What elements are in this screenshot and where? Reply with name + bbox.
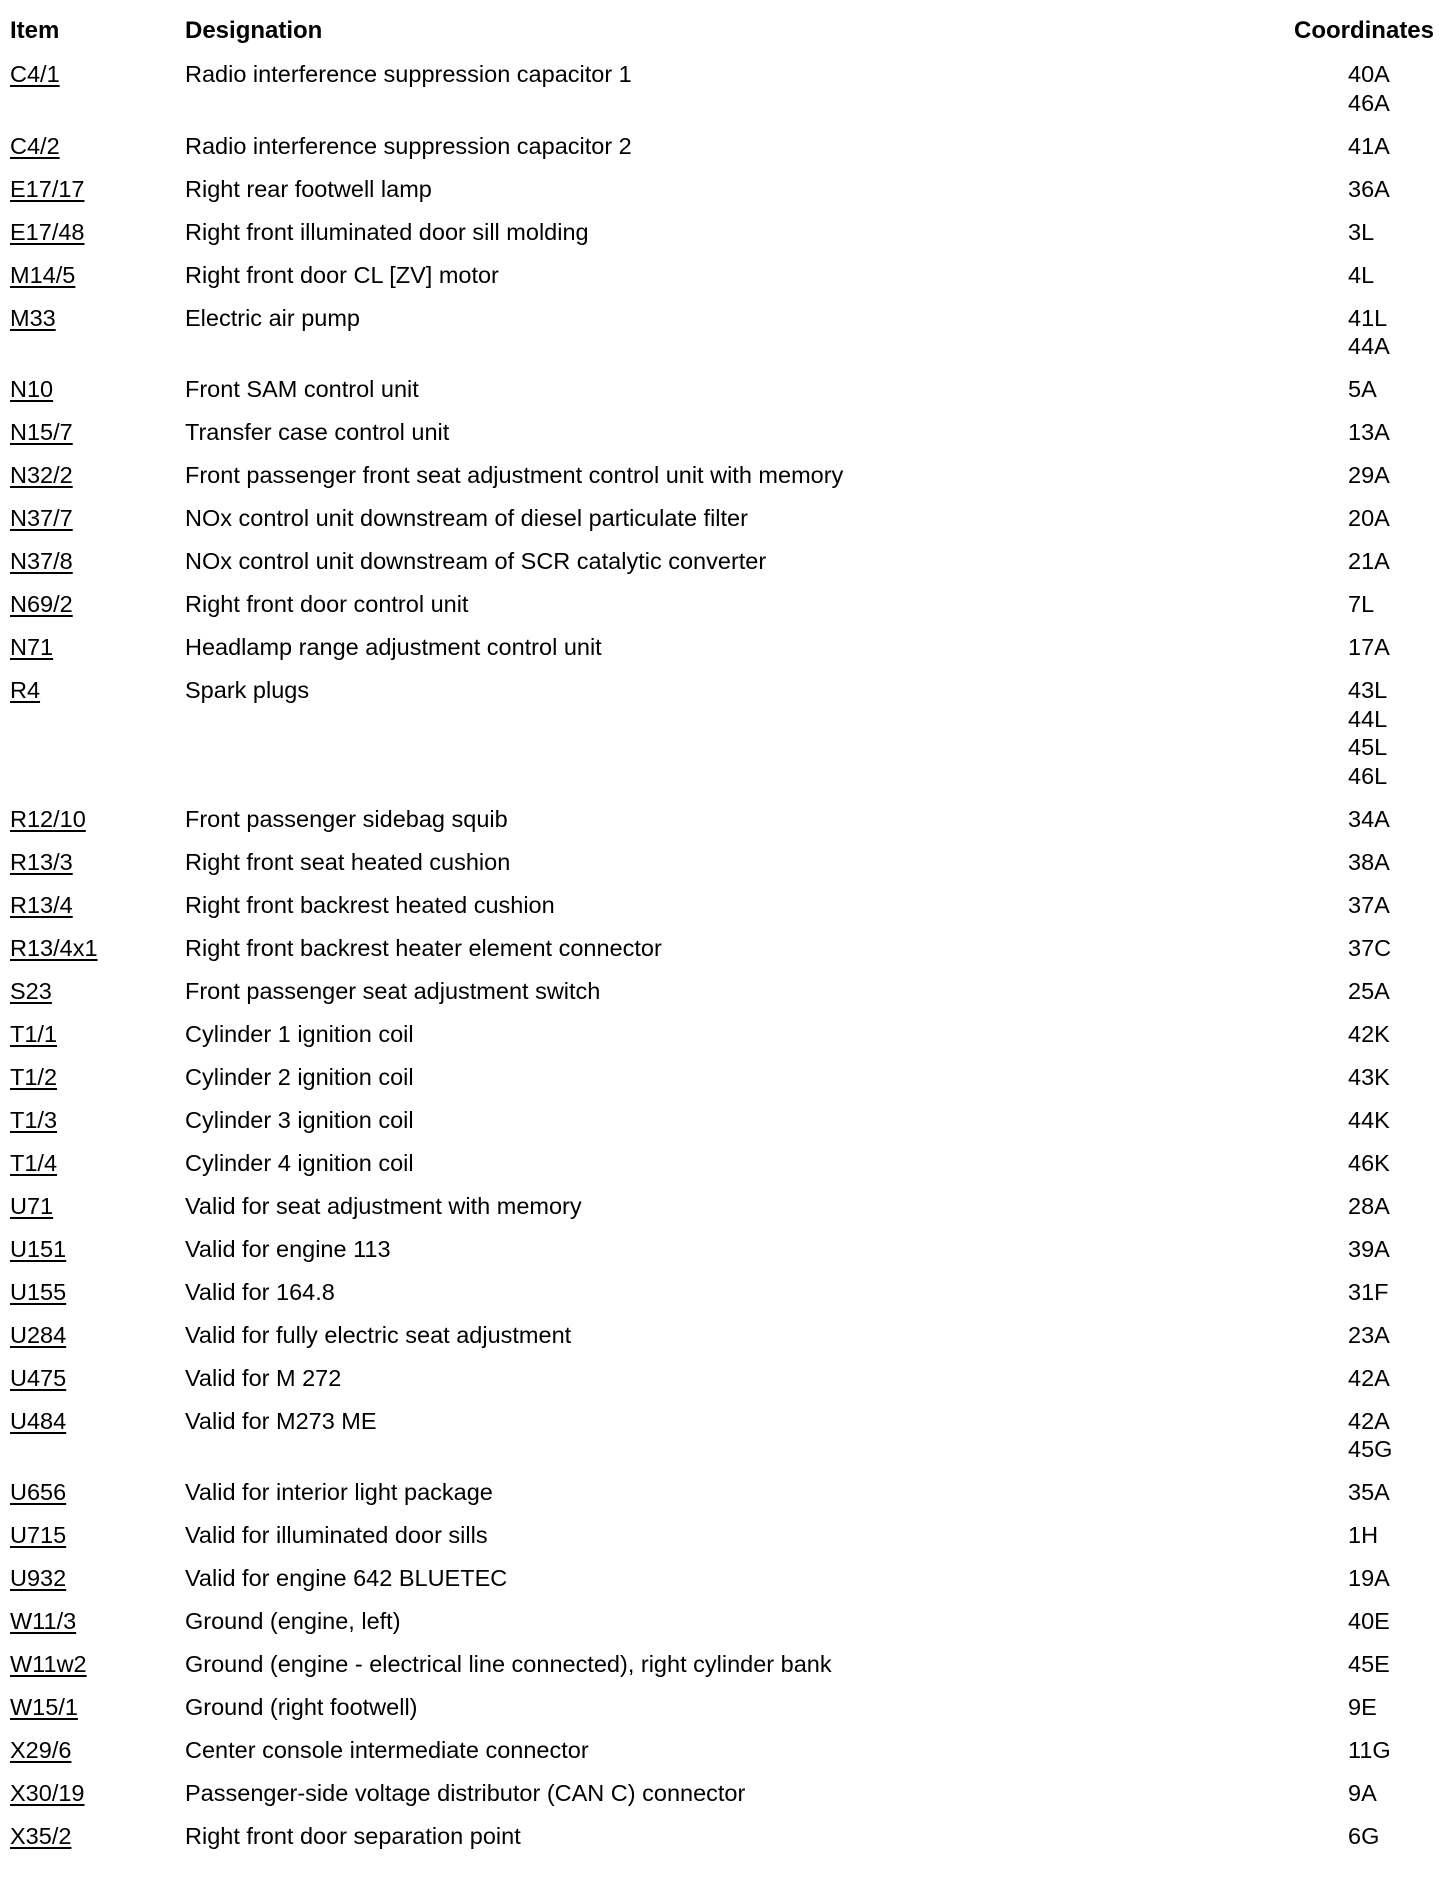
designation-text: Front passenger front seat adjustment control unit with memory: [185, 462, 844, 488]
coordinates-cell: [1348, 891, 1390, 920]
designation-text: Valid for 164.8: [185, 1278, 335, 1305]
coordinates-cell: [1348, 1020, 1390, 1049]
designation-text: Cylinder 2 ignition coil: [185, 1063, 414, 1090]
item-link[interactable]: E17/17: [10, 175, 85, 202]
coordinate-value: 6G: [1348, 1823, 1380, 1849]
coordinate-value: 13A: [1348, 419, 1390, 445]
coordinates-cell: [1348, 1235, 1390, 1264]
item-link[interactable]: U284: [10, 1321, 67, 1348]
designation-text: Cylinder 1 ignition coil: [185, 1020, 414, 1047]
item-link[interactable]: X30/19: [10, 1780, 85, 1806]
coordinates-cell: [1348, 1693, 1377, 1722]
designation-text: Cylinder 4 ignition coil: [185, 1149, 414, 1176]
coordinate-value: 20A: [1348, 505, 1390, 531]
coordinates-cell: [1348, 504, 1390, 533]
table-row: [0, 1407, 1456, 1479]
coordinate-value: 35A: [1348, 1479, 1390, 1505]
item-link[interactable]: T1/2: [10, 1063, 58, 1090]
table-row: [0, 848, 1456, 891]
table-row: [0, 504, 1456, 547]
table-row: [0, 1063, 1456, 1106]
coordinates-cell: [1348, 1149, 1390, 1178]
coordinates-cell: [1348, 418, 1390, 447]
table-row: [0, 1020, 1456, 1063]
item-link[interactable]: S23: [10, 977, 52, 1004]
item-link[interactable]: R13/4: [10, 891, 73, 918]
designation-text: Center console intermediate connector: [185, 1737, 589, 1763]
coordinate-value: 46L: [1348, 762, 1388, 789]
coordinate-value: 44L: [1348, 705, 1388, 732]
designation-text: Transfer case control unit: [185, 419, 450, 445]
coordinate-value: 45G: [1348, 1436, 1393, 1462]
table-row: [0, 1650, 1456, 1693]
table-row: [0, 1607, 1456, 1650]
table-row: [0, 676, 1456, 805]
designation-text: Front passenger seat adjustment switch: [185, 977, 601, 1004]
designation-text: Right front door control unit: [185, 591, 469, 617]
table-header: [0, 17, 1456, 47]
designation-text: Valid for seat adjustment with memory: [185, 1192, 582, 1219]
table-row: [0, 375, 1456, 418]
coordinates-cell: [1348, 676, 1387, 790]
item-link[interactable]: N32/2: [10, 462, 73, 488]
table-row: [0, 1693, 1456, 1736]
item-link[interactable]: R12/10: [10, 805, 86, 832]
item-link[interactable]: U151: [10, 1235, 67, 1262]
designation-text: Ground (engine, left): [185, 1608, 401, 1634]
coordinates-cell: [1348, 175, 1390, 204]
coordinates-cell: [1348, 848, 1390, 877]
item-link[interactable]: M33: [10, 304, 56, 331]
coordinates-cell: [1348, 590, 1374, 619]
coordinate-value: 21A: [1348, 548, 1390, 574]
item-link[interactable]: U656: [10, 1479, 67, 1505]
item-link[interactable]: N15/7: [10, 419, 73, 445]
coordinate-value: 46A: [1348, 89, 1390, 116]
coordinate-value: 38A: [1348, 848, 1390, 875]
coordinate-value: 31F: [1348, 1278, 1389, 1305]
item-link[interactable]: X29/6: [10, 1737, 72, 1763]
item-link[interactable]: W11w2: [10, 1651, 87, 1677]
table-row: [0, 934, 1456, 977]
coordinate-value: 45E: [1348, 1651, 1390, 1677]
coordinate-value: 25A: [1348, 977, 1390, 1004]
coordinate-value: 9A: [1348, 1780, 1377, 1806]
coordinate-value: 42K: [1348, 1020, 1390, 1047]
item-link[interactable]: N37/8: [10, 548, 73, 574]
coordinate-value: 37C: [1348, 934, 1392, 961]
coordinate-value: 17A: [1348, 634, 1390, 660]
table-row: [0, 218, 1456, 261]
table-row: [0, 1521, 1456, 1564]
designation-text: Valid for fully electric seat adjustment: [185, 1321, 572, 1348]
header-item: Item: [10, 17, 60, 44]
designation-text: Right front backrest heater element connector: [185, 934, 662, 961]
item-link[interactable]: R13/4x1: [10, 934, 98, 961]
item-link[interactable]: C4/1: [10, 61, 60, 87]
designation-text: Ground (right footwell): [185, 1694, 418, 1720]
coordinates-cell: [1348, 1478, 1390, 1507]
table-row: [0, 1564, 1456, 1607]
designation-text: Right front seat heated cushion: [185, 848, 511, 875]
designation-text: Right front door separation point: [185, 1823, 521, 1849]
coordinates-cell: [1348, 633, 1390, 662]
coordinates-cell: [1348, 977, 1390, 1006]
item-link[interactable]: U475: [10, 1364, 67, 1391]
table-row: [0, 175, 1456, 218]
table-row: [0, 805, 1456, 848]
coordinates-cell: [1348, 1321, 1390, 1350]
coordinates-cell: [1348, 1364, 1390, 1393]
designation-text: NOx control unit downstream of diesel particulate filter: [185, 505, 748, 531]
designation-text: Right front door CL [ZV] motor: [185, 261, 499, 288]
coordinate-value: 3L: [1348, 218, 1375, 245]
coordinates-cell: [1348, 461, 1390, 490]
coordinate-value: 41A: [1348, 132, 1390, 159]
coordinate-value: 29A: [1348, 462, 1390, 488]
item-link[interactable]: T1/3: [10, 1106, 58, 1133]
coordinate-value: 41L: [1348, 304, 1388, 331]
designation-text: Valid for M273 ME: [185, 1407, 377, 1434]
coordinates-cell: [1348, 1564, 1390, 1593]
table-row: [0, 1106, 1456, 1149]
designation-text: Headlamp range adjustment control unit: [185, 634, 602, 660]
designation-text: Radio interference suppression capacitor 2: [185, 132, 632, 159]
coordinate-value: 39A: [1348, 1235, 1390, 1262]
item-link[interactable]: T1/4: [10, 1149, 58, 1176]
table-row: [0, 1779, 1456, 1822]
item-link[interactable]: N37/7: [10, 505, 73, 531]
coordinates-cell: [1348, 1521, 1378, 1550]
component-table-body: [0, 60, 1456, 1865]
coordinate-value: 40E: [1348, 1608, 1390, 1634]
coordinate-value: 44K: [1348, 1106, 1390, 1133]
designation-text: Electric air pump: [185, 304, 360, 331]
table-row: [0, 1278, 1456, 1321]
coordinate-value: 23A: [1348, 1321, 1390, 1348]
table-row: [0, 1321, 1456, 1364]
table-row: [0, 1149, 1456, 1192]
table-row: [0, 1478, 1456, 1521]
table-row: [0, 547, 1456, 590]
coordinates-cell: [1348, 1278, 1389, 1307]
designation-text: Right front backrest heated cushion: [185, 891, 555, 918]
item-link[interactable]: N69/2: [10, 591, 73, 617]
designation-text: Front SAM control unit: [185, 376, 419, 402]
coordinate-value: 34A: [1348, 805, 1390, 832]
item-link[interactable]: W15/1: [10, 1694, 78, 1720]
coordinate-value: 46K: [1348, 1149, 1390, 1176]
coordinates-cell: [1348, 1106, 1390, 1135]
coordinate-value: 9E: [1348, 1694, 1377, 1720]
table-row: [0, 60, 1456, 132]
designation-text: Valid for illuminated door sills: [185, 1522, 488, 1548]
coordinates-cell: [1348, 304, 1390, 361]
item-link[interactable]: W11/3: [10, 1608, 77, 1634]
item-link[interactable]: R13/3: [10, 848, 73, 875]
header-coordinates: Coordinates: [1293, 17, 1434, 44]
coordinate-value: 45L: [1348, 734, 1388, 760]
designation-text: Ground (engine - electrical line connected), right cylinder bank: [185, 1651, 832, 1677]
table-row: [0, 1364, 1456, 1407]
table-row: [0, 261, 1456, 304]
item-link[interactable]: N71: [10, 634, 54, 660]
item-link[interactable]: M14/5: [10, 261, 76, 288]
table-row: [0, 1192, 1456, 1235]
coordinates-cell: [1348, 1607, 1390, 1636]
coordinates-cell: [1348, 547, 1390, 576]
table-row: [0, 461, 1456, 504]
coordinate-value: 43L: [1348, 677, 1388, 703]
coordinates-cell: [1348, 132, 1390, 161]
table-row: [0, 590, 1456, 633]
item-link[interactable]: R4: [10, 677, 41, 703]
designation-text: Valid for engine 113: [185, 1235, 391, 1262]
table-row: [0, 1736, 1456, 1779]
designation-text: Spark plugs: [185, 677, 310, 703]
coordinates-cell: [1348, 1650, 1390, 1679]
table-row: [0, 304, 1456, 376]
designation-text: Front passenger sidebag squib: [185, 805, 508, 832]
item-link[interactable]: E17/48: [10, 218, 85, 245]
item-link[interactable]: U155: [10, 1278, 67, 1305]
item-link[interactable]: U932: [10, 1565, 67, 1591]
table-row: [0, 132, 1456, 175]
table-row: [0, 977, 1456, 1020]
designation-text: Right rear footwell lamp: [185, 175, 432, 202]
coordinate-value: 7L: [1348, 591, 1375, 617]
coordinates-cell: [1348, 1736, 1391, 1765]
coordinate-value: 19A: [1348, 1565, 1390, 1591]
table-row: [0, 891, 1456, 934]
coordinate-value: 42A: [1348, 1364, 1390, 1391]
designation-text: Radio interference suppression capacitor 1: [185, 61, 632, 87]
coordinates-cell: [1348, 1407, 1392, 1464]
coordinates-cell: [1348, 60, 1390, 117]
coordinate-value: 40A: [1348, 61, 1390, 87]
designation-text: Cylinder 3 ignition coil: [185, 1106, 414, 1133]
item-link[interactable]: C4/2: [10, 132, 60, 159]
coordinate-value: 28A: [1348, 1192, 1390, 1219]
coordinates-cell: [1348, 1063, 1390, 1092]
item-link[interactable]: U715: [10, 1522, 67, 1548]
coordinate-value: 44A: [1348, 333, 1390, 359]
table-row: [0, 1235, 1456, 1278]
coordinate-value: 1H: [1348, 1522, 1379, 1548]
header-designation: Designation: [185, 17, 323, 44]
designation-text: Valid for interior light package: [185, 1479, 493, 1505]
table-row: [0, 633, 1456, 676]
coordinate-value: 11G: [1348, 1737, 1391, 1763]
item-link[interactable]: U484: [10, 1407, 67, 1434]
coordinate-value: 4L: [1348, 261, 1375, 288]
coordinate-value: 42A: [1348, 1407, 1390, 1434]
designation-text: Valid for engine 642 BLUETEC: [185, 1565, 508, 1591]
item-link[interactable]: N10: [10, 376, 54, 402]
table-row: [0, 418, 1456, 461]
designation-text: Valid for M 272: [185, 1364, 342, 1391]
designation-text: Passenger-side voltage distributor (CAN C) connector: [185, 1780, 746, 1806]
item-link[interactable]: T1/1: [10, 1020, 58, 1047]
coordinates-cell: [1348, 1779, 1377, 1808]
table-row: [0, 1822, 1456, 1865]
coordinate-value: 43K: [1348, 1063, 1390, 1090]
coordinates-cell: [1348, 261, 1374, 290]
coordinate-value: 5A: [1348, 376, 1377, 402]
item-link[interactable]: X35/2: [10, 1823, 72, 1849]
designation-text: Right front illuminated door sill molding: [185, 218, 589, 245]
coordinates-cell: [1348, 218, 1374, 247]
coordinate-value: 37A: [1348, 891, 1390, 918]
coordinates-cell: [1348, 805, 1390, 834]
coordinate-value: 36A: [1348, 175, 1390, 202]
coordinates-cell: [1348, 934, 1391, 963]
designation-text: NOx control unit downstream of SCR catalytic converter: [185, 548, 767, 574]
coordinates-cell: [1348, 1822, 1379, 1851]
coordinates-cell: [1348, 1192, 1390, 1221]
coordinates-cell: [1348, 375, 1377, 404]
item-link[interactable]: U71: [10, 1192, 54, 1219]
